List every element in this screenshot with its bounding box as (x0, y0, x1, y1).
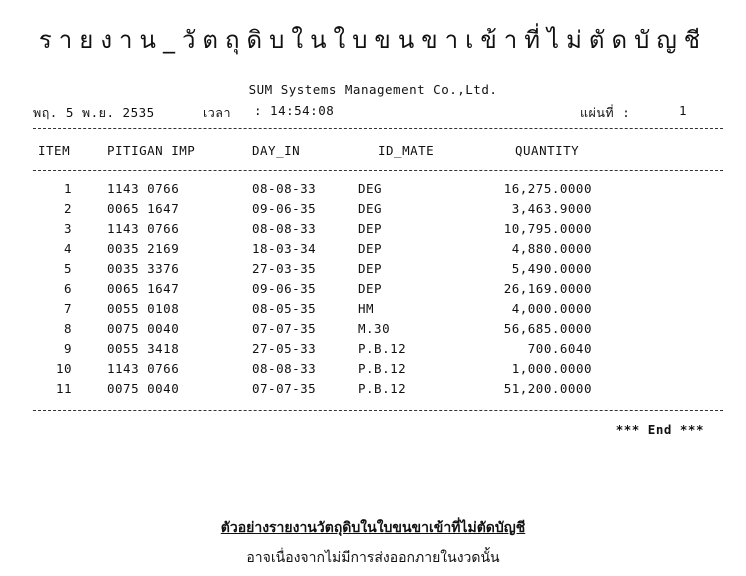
cell-id-mate: DEP (358, 281, 383, 296)
end-marker: *** End *** (615, 422, 704, 437)
cell-day-in: 27-05-33 (252, 341, 317, 356)
cell-pitigan-imp: 1143 0766 (107, 221, 180, 236)
column-header-day-in: DAY_IN (252, 143, 301, 158)
cell-id-mate: DEP (358, 261, 383, 276)
cell-item: 11 (55, 381, 72, 396)
cell-item: 2 (63, 201, 72, 216)
cell-pitigan-imp: 1143 0766 (107, 181, 180, 196)
page-number: 1 (679, 103, 688, 118)
cell-day-in: 08-08-33 (252, 221, 317, 236)
cell-quantity: 10,795.0000 (503, 221, 592, 236)
cell-pitigan-imp: 0035 3376 (107, 261, 180, 276)
table-bottom-divider (33, 410, 723, 411)
cell-quantity: 3,463.9000 (511, 201, 592, 216)
cell-quantity: 5,490.0000 (511, 261, 592, 276)
column-header-id-mate: ID_MATE (378, 143, 435, 158)
cell-item: 5 (63, 261, 72, 276)
cell-pitigan-imp: 0065 1647 (107, 201, 180, 216)
cell-pitigan-imp: 0075 0040 (107, 321, 180, 336)
cell-pitigan-imp: 0065 1647 (107, 281, 180, 296)
cell-id-mate: P.B.12 (358, 341, 407, 356)
cell-item: 4 (63, 241, 72, 256)
time-label: เวลา (203, 105, 231, 120)
cell-quantity: 700.6040 (527, 341, 592, 356)
cell-day-in: 08-08-33 (252, 181, 317, 196)
cell-quantity: 56,685.0000 (503, 321, 592, 336)
cell-quantity: 51,200.0000 (503, 381, 592, 396)
cell-pitigan-imp: 0075 0040 (107, 381, 180, 396)
cell-id-mate: P.B.12 (358, 361, 407, 376)
cell-day-in: 09-06-35 (252, 281, 317, 296)
company-name: SUM Systems Management Co.,Ltd. (248, 82, 498, 97)
cell-id-mate: DEG (358, 181, 383, 196)
header-bottom-divider (33, 170, 723, 171)
cell-day-in: 08-08-33 (252, 361, 317, 376)
report-title: รายงาน_วัตถุดิบในใบขนขาเข้าที่ไม่ตัดบัญชี (38, 26, 708, 54)
column-header-pitigan-imp: PITIGAN IMP (107, 143, 196, 158)
cell-day-in: 07-07-35 (252, 321, 317, 336)
cell-item: 6 (63, 281, 72, 296)
cell-day-in: 07-07-35 (252, 381, 317, 396)
cell-quantity: 1,000.0000 (511, 361, 592, 376)
cell-pitigan-imp: 0035 2169 (107, 241, 180, 256)
cell-quantity: 16,275.0000 (503, 181, 592, 196)
cell-day-in: 08-05-35 (252, 301, 317, 316)
report-time: : 14:54:08 (254, 103, 335, 118)
cell-quantity: 4,880.0000 (511, 241, 592, 256)
cell-pitigan-imp: 0055 0108 (107, 301, 180, 316)
cell-id-mate: P.B.12 (358, 381, 407, 396)
cell-quantity: 4,000.0000 (511, 301, 592, 316)
page-label: แผ่นที่ : (580, 105, 631, 120)
cell-id-mate: M.30 (358, 321, 391, 336)
column-header-item: ITEM (38, 143, 71, 158)
cell-id-mate: HM (358, 301, 375, 316)
cell-id-mate: DEG (358, 201, 383, 216)
cell-pitigan-imp: 0055 3418 (107, 341, 180, 356)
header-top-divider (33, 128, 723, 129)
cell-item: 10 (55, 361, 72, 376)
cell-item: 1 (63, 181, 72, 196)
cell-item: 8 (63, 321, 72, 336)
cell-id-mate: DEP (358, 241, 383, 256)
cell-pitigan-imp: 1143 0766 (107, 361, 180, 376)
cell-item: 9 (63, 341, 72, 356)
caption-subtitle: อาจเนื่องจากไม่มีการส่งออกภายในงวดนั้น (246, 550, 500, 566)
cell-day-in: 09-06-35 (252, 201, 317, 216)
cell-day-in: 18-03-34 (252, 241, 317, 256)
cell-item: 3 (63, 221, 72, 236)
column-header-quantity: QUANTITY (515, 143, 580, 158)
cell-day-in: 27-03-35 (252, 261, 317, 276)
cell-item: 7 (63, 301, 72, 316)
caption-title: ตัวอย่างรายงานวัตถุดิบในใบขนขาเข้าที่ไม่ตัดบัญชี (220, 520, 526, 536)
cell-quantity: 26,169.0000 (503, 281, 592, 296)
report-date: พฤ. 5 พ.ย. 2535 (33, 105, 155, 120)
cell-id-mate: DEP (358, 221, 383, 236)
